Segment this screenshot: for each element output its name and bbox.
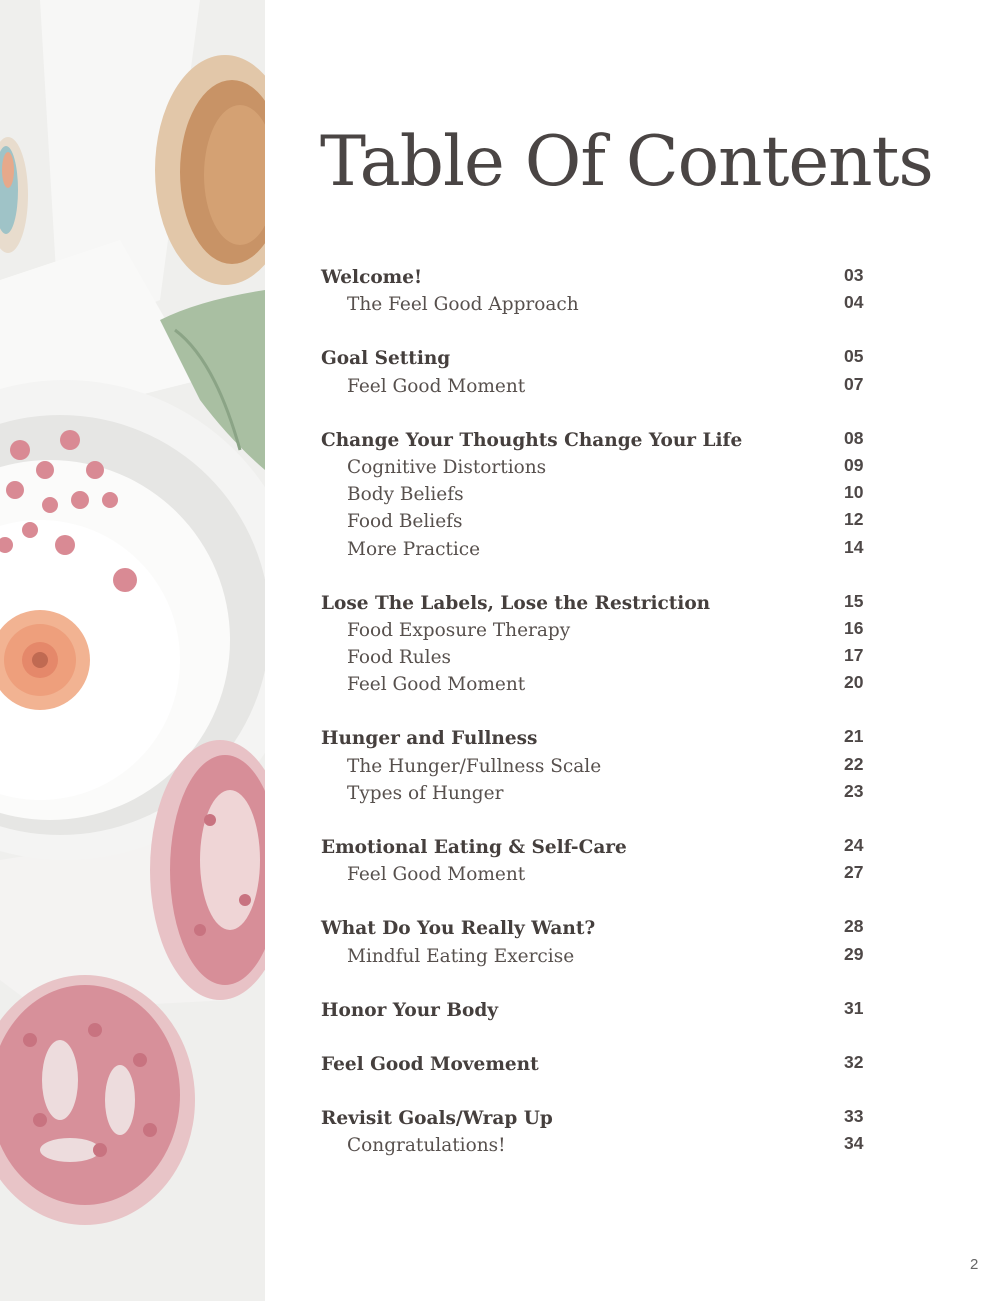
toc-entry-label: What Do You Really Want? bbox=[321, 918, 596, 940]
toc-section-heading bbox=[321, 590, 881, 617]
toc-subentry bbox=[321, 861, 881, 888]
toc-section-heading bbox=[321, 915, 881, 942]
toc-entry-label: The Hunger/Fullness Scale bbox=[347, 755, 602, 777]
toc-section-heading bbox=[321, 997, 881, 1024]
toc-entry-page: 22 bbox=[844, 753, 864, 774]
toc-section bbox=[321, 590, 881, 699]
toc-entry-page: 20 bbox=[844, 672, 864, 693]
toc-subentry bbox=[321, 373, 881, 400]
toc-entry-page: 32 bbox=[844, 1051, 864, 1072]
toc-section bbox=[321, 1051, 881, 1078]
toc-entry-page: 17 bbox=[844, 645, 864, 666]
toc-section-heading bbox=[321, 1105, 881, 1132]
toc-entry-page: 28 bbox=[844, 916, 864, 937]
toc-entry-page: 16 bbox=[844, 617, 864, 638]
toc-section bbox=[321, 427, 881, 563]
toc-entry-label: Cognitive Distortions bbox=[347, 456, 547, 478]
toc-entry-page: 07 bbox=[844, 373, 864, 394]
toc-section-heading bbox=[321, 264, 881, 291]
toc-subentry bbox=[321, 644, 881, 671]
toc-entry-label: Hunger and Fullness bbox=[321, 728, 538, 750]
toc-section bbox=[321, 997, 881, 1024]
table-of-contents bbox=[321, 264, 881, 1187]
toc-entry-label: Revisit Goals/Wrap Up bbox=[321, 1108, 553, 1130]
toc-entry-label: Food Rules bbox=[347, 647, 452, 669]
toc-entry-page: 09 bbox=[844, 454, 864, 475]
toc-entry-label: Welcome! bbox=[321, 267, 423, 288]
toc-entry-label: Feel Good Moment bbox=[347, 864, 526, 886]
toc-entry-page: 29 bbox=[844, 943, 864, 964]
toc-entry-page: 34 bbox=[844, 1133, 864, 1154]
toc-section bbox=[321, 345, 881, 399]
toc-subentry bbox=[321, 753, 881, 780]
toc-subentry bbox=[321, 617, 881, 644]
toc-entry-label: Feel Good Movement bbox=[321, 1053, 539, 1075]
toc-entry-label: Food Exposure Therapy bbox=[347, 619, 571, 641]
page-number: 2 bbox=[970, 1256, 979, 1273]
toc-subentry bbox=[321, 536, 881, 563]
toc-entry-page: 10 bbox=[844, 482, 864, 503]
toc-section bbox=[321, 1105, 881, 1159]
toc-section-heading bbox=[321, 834, 881, 861]
toc-entry-label: The Feel Good Approach bbox=[347, 294, 579, 316]
toc-entry-label: Feel Good Moment bbox=[347, 674, 526, 696]
toc-section-heading bbox=[321, 427, 881, 454]
toc-subentry bbox=[321, 481, 881, 508]
toc-entry-page: 27 bbox=[844, 862, 864, 883]
toc-entry-page: 31 bbox=[844, 997, 864, 1018]
toc-entry-label: Mindful Eating Exercise bbox=[347, 945, 575, 967]
toc-section bbox=[321, 915, 881, 969]
toc-entry-label: More Practice bbox=[347, 538, 481, 560]
toc-entry-label: Types of Hunger bbox=[347, 782, 504, 804]
toc-subentry bbox=[321, 454, 881, 481]
toc-entry-page: 12 bbox=[844, 509, 864, 530]
toc-entry-label: Honor Your Body bbox=[321, 999, 499, 1021]
toc-section bbox=[321, 264, 881, 318]
toc-entry-page: 33 bbox=[844, 1106, 864, 1127]
toc-entry-page: 14 bbox=[844, 536, 864, 557]
toc-entry-label: Change Your Thoughts Change Your Life bbox=[321, 429, 743, 451]
toc-entry-label: Food Beliefs bbox=[347, 511, 463, 533]
toc-section bbox=[321, 834, 881, 888]
toc-section-heading bbox=[321, 725, 881, 752]
toc-entry-page: 24 bbox=[844, 835, 864, 855]
toc-entry-page: 08 bbox=[844, 427, 864, 448]
page-title: Table Of Contents bbox=[320, 122, 933, 202]
toc-entry-page: 05 bbox=[844, 346, 864, 367]
toc-entry-page: 15 bbox=[844, 590, 864, 611]
toc-entry-page: 21 bbox=[844, 726, 864, 747]
toc-section bbox=[321, 725, 881, 807]
toc-entry-label: Emotional Eating & Self-Care bbox=[321, 837, 627, 858]
toc-subentry bbox=[321, 508, 881, 535]
toc-entry-page: 04 bbox=[844, 292, 864, 313]
toc-section-heading bbox=[321, 1051, 881, 1078]
toc-subentry bbox=[321, 291, 881, 318]
toc-entry-label: Body Beliefs bbox=[347, 484, 464, 506]
toc-entry-label: Goal Setting bbox=[321, 348, 451, 370]
toc-subentry bbox=[321, 671, 881, 698]
toc-subentry bbox=[321, 780, 881, 807]
toc-entry-label: Congratulations! bbox=[347, 1135, 506, 1157]
toc-subentry bbox=[321, 943, 881, 970]
toc-entry-page: 23 bbox=[844, 780, 864, 801]
toc-section-heading bbox=[321, 345, 881, 372]
toc-entry-label: Lose The Labels, Lose the Restriction bbox=[321, 592, 711, 614]
toc-subentry bbox=[321, 1132, 881, 1159]
toc-entry-label: Feel Good Moment bbox=[347, 375, 526, 397]
toc-entry-page: 03 bbox=[844, 265, 864, 285]
